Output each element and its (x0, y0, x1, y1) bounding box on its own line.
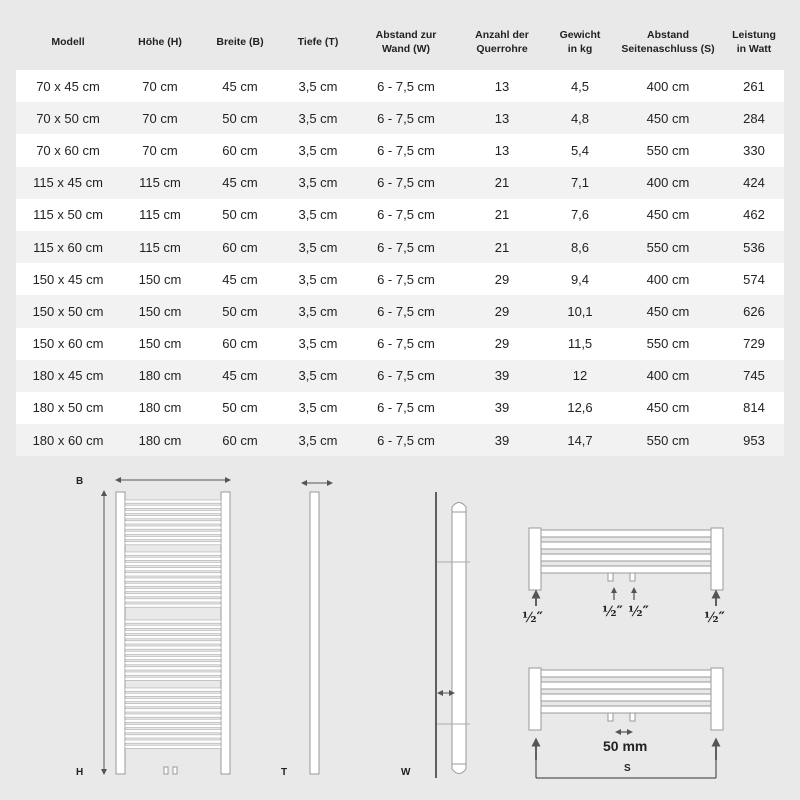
conn-top-bar-1 (541, 530, 711, 537)
table-cell: 180 cm (120, 360, 200, 392)
spacing-bar-2 (541, 682, 711, 689)
crossbar (125, 505, 221, 508)
table-cell: 45 cm (200, 167, 280, 199)
table-cell: 9,4 (548, 263, 612, 295)
table-cell: 50 cm (200, 392, 280, 424)
table-cell: 6 - 7,5 cm (356, 199, 456, 231)
crossbar (125, 730, 221, 733)
table-cell: 60 cm (200, 424, 280, 456)
table-cell: 424 (724, 167, 784, 199)
column-header: Tiefe (T) (280, 16, 356, 70)
crossbar (125, 542, 221, 545)
label-s: S (624, 763, 631, 774)
table-row (16, 392, 784, 424)
label-h: H (76, 767, 84, 778)
conn-label-right: ½″ (704, 610, 725, 626)
table-row (16, 295, 784, 327)
table-cell: 6 - 7,5 cm (356, 328, 456, 360)
table-cell: 70 cm (120, 70, 200, 102)
table-cell: 450 cm (612, 102, 724, 134)
column-header: Abstand Seitenaschluss (S) (612, 16, 724, 70)
table-cell: 70 x 50 cm (16, 102, 120, 134)
table-cell: 45 cm (200, 360, 280, 392)
table-cell: 50 cm (200, 295, 280, 327)
table-cell: 6 - 7,5 cm (356, 167, 456, 199)
crossbar (125, 667, 221, 670)
crossbar (125, 510, 221, 513)
table-cell: 3,5 cm (280, 134, 356, 166)
table-cell: 626 (724, 295, 784, 327)
table-cell: 180 x 45 cm (16, 360, 120, 392)
crossbar (125, 651, 221, 654)
table-cell: 6 - 7,5 cm (356, 231, 456, 263)
crossbar (125, 745, 221, 748)
table-cell: 70 cm (120, 102, 200, 134)
table-cell: 7,1 (548, 167, 612, 199)
spacing-bar-3 (541, 694, 711, 701)
column-header: Leistung in Watt (724, 16, 784, 70)
column-header: Breite (B) (200, 16, 280, 70)
table-body (16, 70, 784, 456)
crossbar (125, 641, 221, 644)
table-cell: 115 x 50 cm (16, 199, 120, 231)
table-cell: 6 - 7,5 cm (356, 134, 456, 166)
crossbar (125, 740, 221, 743)
crossbar (125, 531, 221, 534)
table-cell: 6 - 7,5 cm (356, 263, 456, 295)
table-cell: 450 cm (612, 392, 724, 424)
crossbar (125, 557, 221, 560)
crossbar (125, 573, 221, 576)
conn-top-bar-2 (541, 542, 711, 549)
table-cell: 50 cm (200, 102, 280, 134)
table-cell: 150 x 45 cm (16, 263, 120, 295)
table-cell: 745 (724, 360, 784, 392)
table-cell: 400 cm (612, 263, 724, 295)
table-cell: 180 cm (120, 392, 200, 424)
crossbar (125, 594, 221, 597)
crossbar (125, 646, 221, 649)
spacing-valve-left (608, 713, 613, 721)
crossbar (125, 588, 221, 591)
crossbar (125, 677, 221, 680)
table-cell: 13 (456, 102, 548, 134)
table-cell: 21 (456, 167, 548, 199)
table-row (16, 360, 784, 392)
table-cell: 14,7 (548, 424, 612, 456)
spacing-left-rail (529, 668, 541, 730)
table-header-row (16, 16, 784, 70)
table-cell: 450 cm (612, 295, 724, 327)
crossbar (125, 672, 221, 675)
crossbar (125, 552, 221, 555)
table-cell: 6 - 7,5 cm (356, 392, 456, 424)
table-cell: 3,5 cm (280, 70, 356, 102)
crossbar (125, 568, 221, 571)
table-cell: 3,5 cm (280, 424, 356, 456)
table-cell: 536 (724, 231, 784, 263)
conn-top-bar-4 (541, 566, 711, 573)
crossbar (125, 709, 221, 712)
table-cell: 3,5 cm (280, 392, 356, 424)
table-cell: 150 x 60 cm (16, 328, 120, 360)
spacing-bar-1 (541, 670, 711, 677)
table-cell: 70 x 60 cm (16, 134, 120, 166)
label-w: W (401, 767, 411, 778)
crossbar (125, 714, 221, 717)
crossbar (125, 719, 221, 722)
table-row (16, 102, 784, 134)
crossbar (125, 599, 221, 602)
crossbar (125, 662, 221, 665)
table-cell: 550 cm (612, 424, 724, 456)
conn-label-mid-right: ½″ (628, 604, 649, 620)
table-cell: 115 x 60 cm (16, 231, 120, 263)
spacing-bar-4 (541, 706, 711, 713)
column-header: Abstand zur Wand (W) (356, 16, 456, 70)
table-cell: 60 cm (200, 231, 280, 263)
conn-top-valve-left (608, 573, 613, 581)
wall-radiator-profile (452, 512, 466, 764)
crossbar (125, 636, 221, 639)
table-cell: 21 (456, 231, 548, 263)
table-cell: 39 (456, 424, 548, 456)
valve-left (164, 767, 168, 774)
valve-right (173, 767, 177, 774)
diagrams-area (0, 460, 800, 800)
crossbar (125, 604, 221, 607)
table-cell: 6 - 7,5 cm (356, 295, 456, 327)
crossbar (125, 698, 221, 701)
column-header: Höhe (H) (120, 16, 200, 70)
table-cell: 6 - 7,5 cm (356, 424, 456, 456)
conn-label-mid-left: ½″ (602, 604, 623, 620)
table-cell: 29 (456, 263, 548, 295)
spacing-valve-right (630, 713, 635, 721)
crossbar (125, 625, 221, 628)
table-cell: 550 cm (612, 328, 724, 360)
table-cell: 115 cm (120, 231, 200, 263)
table-cell: 814 (724, 392, 784, 424)
top-cap (452, 503, 466, 513)
table-cell: 70 x 45 cm (16, 70, 120, 102)
table-cell: 13 (456, 134, 548, 166)
crossbar (125, 500, 221, 503)
column-header: Modell (16, 16, 120, 70)
crossbar (125, 583, 221, 586)
table-cell: 284 (724, 102, 784, 134)
table-cell: 3,5 cm (280, 263, 356, 295)
table-cell: 12,6 (548, 392, 612, 424)
spec-table (16, 16, 784, 456)
table-cell: 953 (724, 424, 784, 456)
table-cell: 70 cm (120, 134, 200, 166)
table-cell: 400 cm (612, 167, 724, 199)
label-b: B (76, 476, 84, 487)
spec-table-container (16, 16, 784, 456)
conn-top-bar-3 (541, 554, 711, 561)
table-cell: 3,5 cm (280, 102, 356, 134)
table-cell: 11,5 (548, 328, 612, 360)
crossbar (125, 562, 221, 565)
table-row (16, 328, 784, 360)
conn-top-left-rail (529, 528, 541, 590)
table-cell: 4,8 (548, 102, 612, 134)
table-cell: 574 (724, 263, 784, 295)
table-row (16, 424, 784, 456)
table-row (16, 231, 784, 263)
table-cell: 550 cm (612, 231, 724, 263)
table-cell: 6 - 7,5 cm (356, 360, 456, 392)
table-row (16, 70, 784, 102)
table-cell: 150 cm (120, 328, 200, 360)
conn-top-right-rail (711, 528, 723, 590)
table-cell: 39 (456, 360, 548, 392)
label-t: T (281, 767, 288, 778)
table-cell: 3,5 cm (280, 295, 356, 327)
crossbar (125, 578, 221, 581)
table-cell: 462 (724, 199, 784, 231)
crossbar (125, 724, 221, 727)
conn-label-left: ½″ (522, 610, 543, 626)
table-cell: 180 x 60 cm (16, 424, 120, 456)
right-rail (221, 492, 230, 774)
side-view-depth (304, 483, 330, 774)
spacing-diagram (529, 668, 723, 778)
table-cell: 180 cm (120, 424, 200, 456)
crossbar (125, 693, 221, 696)
crossbar (125, 656, 221, 659)
table-cell: 60 cm (200, 134, 280, 166)
table-cell: 115 cm (120, 167, 200, 199)
table-cell: 60 cm (200, 328, 280, 360)
table-cell: 29 (456, 295, 548, 327)
wall-view (436, 492, 470, 778)
table-cell: 330 (724, 134, 784, 166)
bottom-cap (452, 764, 466, 774)
table-cell: 450 cm (612, 199, 724, 231)
column-header: Anzahl der Querrohre (456, 16, 548, 70)
table-cell: 21 (456, 199, 548, 231)
front-view-radiator (104, 480, 230, 774)
table-cell: 4,5 (548, 70, 612, 102)
table-cell: 10,1 (548, 295, 612, 327)
table-cell: 150 cm (120, 263, 200, 295)
column-header: Gewicht in kg (548, 16, 612, 70)
table-cell: 261 (724, 70, 784, 102)
table-cell: 45 cm (200, 70, 280, 102)
side-profile (310, 492, 319, 774)
table-row (16, 134, 784, 166)
table-cell: 150 cm (120, 295, 200, 327)
crossbar (125, 516, 221, 519)
crossbars (125, 500, 221, 748)
left-rail (116, 492, 125, 774)
crossbar (125, 704, 221, 707)
spacing-label: 50 mm (603, 738, 648, 754)
table-cell: 3,5 cm (280, 328, 356, 360)
crossbar (125, 521, 221, 524)
table-row (16, 263, 784, 295)
table-cell: 6 - 7,5 cm (356, 102, 456, 134)
table-cell: 3,5 cm (280, 167, 356, 199)
spacing-right-rail (711, 668, 723, 730)
table-row (16, 167, 784, 199)
conn-top-valve-right (630, 573, 635, 581)
table-cell: 115 cm (120, 199, 200, 231)
crossbar (125, 630, 221, 633)
table-cell: 150 x 50 cm (16, 295, 120, 327)
table-cell: 7,6 (548, 199, 612, 231)
table-cell: 6 - 7,5 cm (356, 70, 456, 102)
table-cell: 45 cm (200, 263, 280, 295)
table-row (16, 199, 784, 231)
connection-diagram-top (529, 528, 723, 606)
table-cell: 3,5 cm (280, 231, 356, 263)
table-cell: 180 x 50 cm (16, 392, 120, 424)
crossbar (125, 526, 221, 529)
table-cell: 29 (456, 328, 548, 360)
table-cell: 12 (548, 360, 612, 392)
table-cell: 400 cm (612, 70, 724, 102)
table-cell: 3,5 cm (280, 199, 356, 231)
diagrams-svg (0, 460, 800, 800)
table-cell: 729 (724, 328, 784, 360)
crossbar (125, 735, 221, 738)
crossbar (125, 688, 221, 691)
crossbar (125, 536, 221, 539)
table-cell: 400 cm (612, 360, 724, 392)
table-cell: 39 (456, 392, 548, 424)
table-cell: 5,4 (548, 134, 612, 166)
table-cell: 115 x 45 cm (16, 167, 120, 199)
table-cell: 550 cm (612, 134, 724, 166)
table-cell: 8,6 (548, 231, 612, 263)
table-cell: 3,5 cm (280, 360, 356, 392)
table-cell: 50 cm (200, 199, 280, 231)
table-cell: 13 (456, 70, 548, 102)
crossbar (125, 620, 221, 623)
